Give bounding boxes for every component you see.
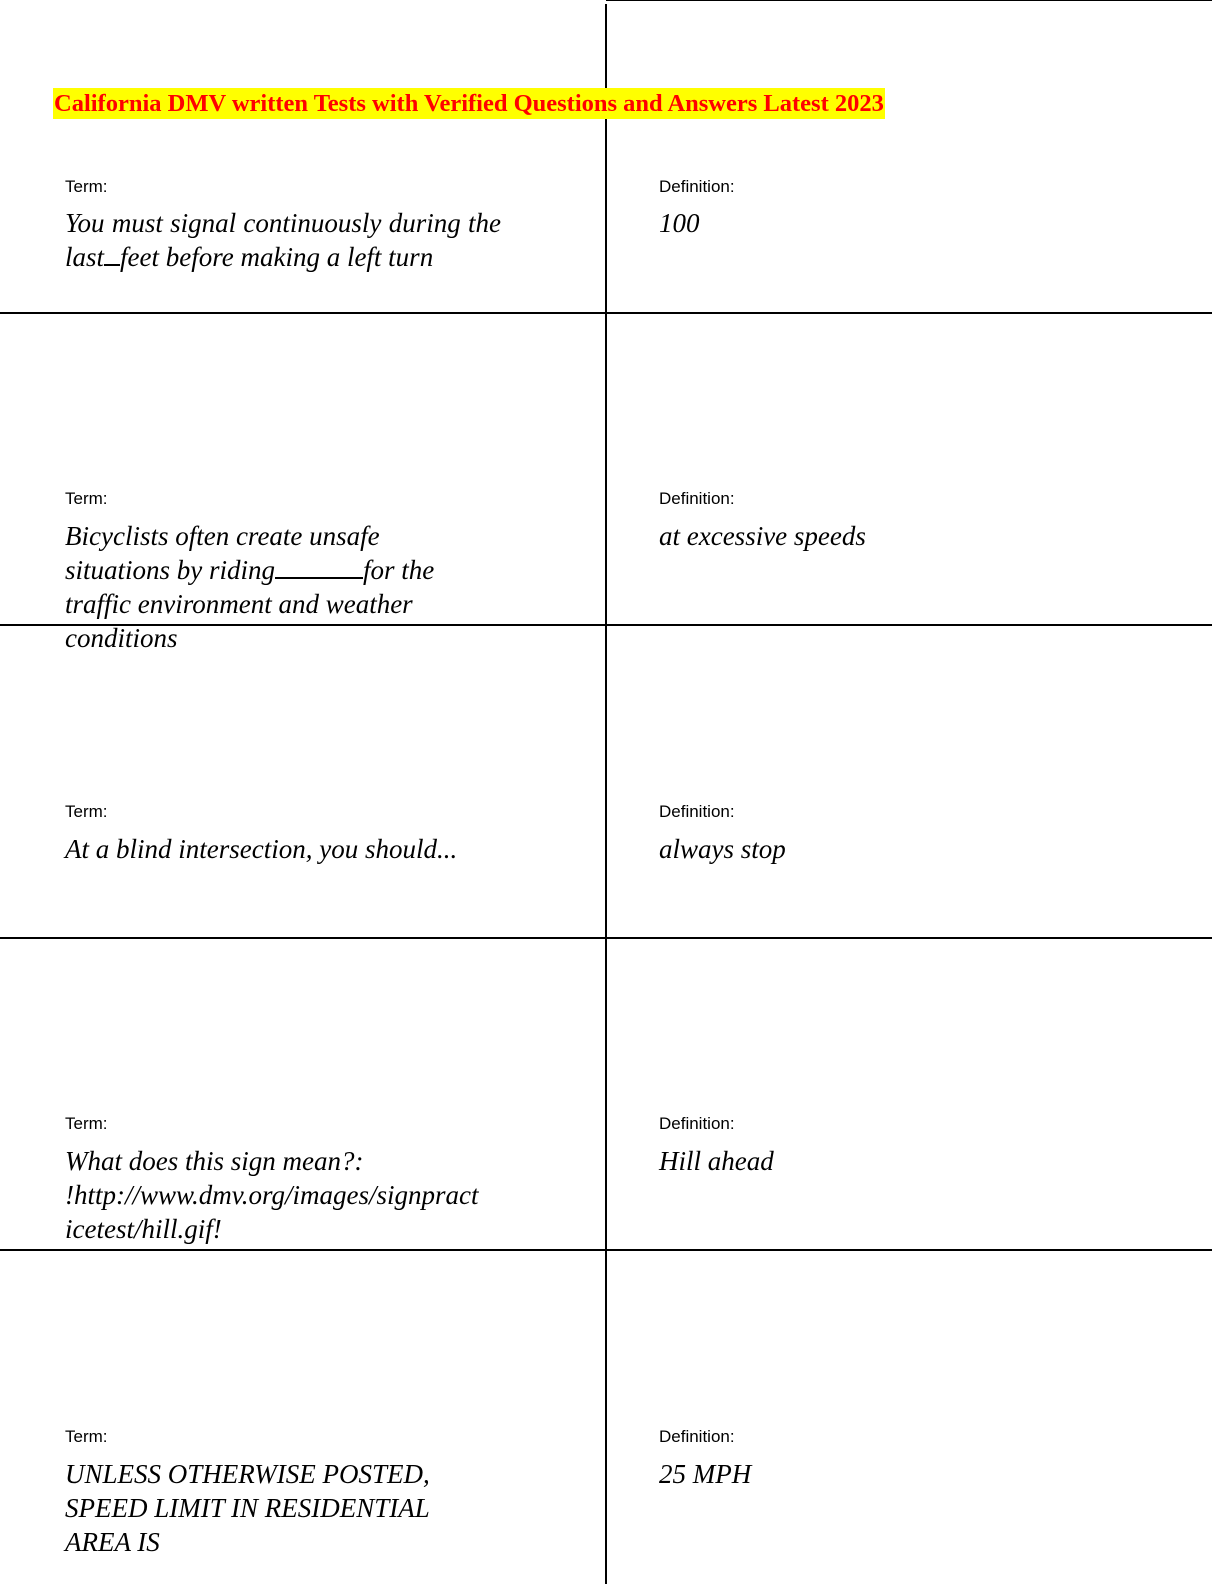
column-divider xyxy=(605,4,607,1584)
term-label: Term: xyxy=(65,802,108,821)
term-text: What does this sign mean?: !http://www.dmv.org/images/signpract icetest/hill.gif! xyxy=(65,1146,479,1244)
definition-label: Definition: xyxy=(659,1427,735,1446)
definition-label: Definition: xyxy=(659,177,735,196)
definition-text: at excessive speeds xyxy=(659,521,866,551)
term-text: UNLESS OTHERWISE POSTED, SPEED LIMIT IN RESIDENTIAL AREA IS xyxy=(65,1459,430,1557)
answer-blank xyxy=(104,240,120,266)
row-divider xyxy=(0,937,1212,939)
definition-text: 25 MPH xyxy=(659,1459,752,1489)
definition-label: Definition: xyxy=(659,489,735,508)
term-label: Term: xyxy=(65,1114,108,1133)
definition-label: Definition: xyxy=(659,1114,735,1133)
definition-label: Definition: xyxy=(659,802,735,821)
term-label: Term: xyxy=(65,177,108,196)
term-label: Term: xyxy=(65,489,108,508)
definition-text: Hill ahead xyxy=(659,1146,774,1176)
term-label: Term: xyxy=(65,1427,108,1446)
row-divider xyxy=(0,1249,1212,1251)
term-text: You must signal continuously during the last feet before making a left turn xyxy=(65,208,501,272)
term-text: Bicyclists often create unsafe situations by riding for the traffic environment and weather conditions xyxy=(65,521,435,653)
definition-text: always stop xyxy=(659,834,786,864)
top-border-line xyxy=(606,0,1212,1)
term-text: At a blind intersection, you should... xyxy=(65,834,458,864)
definition-text: 100 xyxy=(659,208,700,238)
page-title: California DMV written Tests with Verified Questions and Answers Latest 2023 xyxy=(54,90,884,117)
answer-blank xyxy=(275,553,363,579)
row-divider xyxy=(0,312,1212,314)
